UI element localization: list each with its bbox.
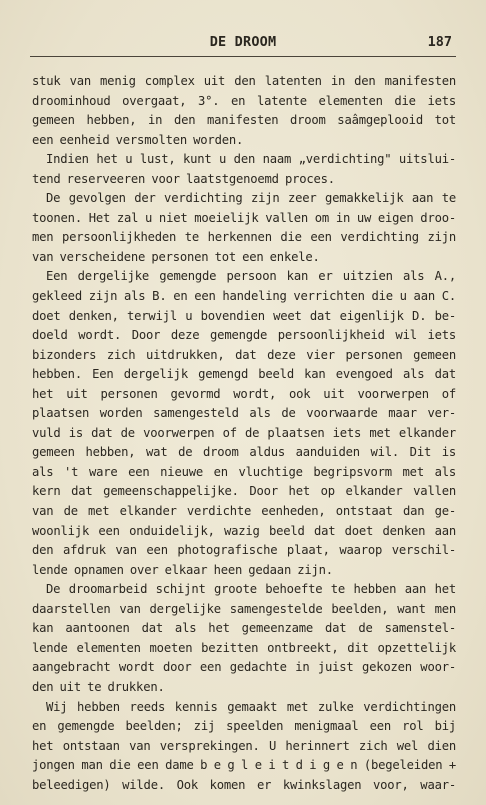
text-line: bizonders zich uitdrukken, dat deze vier personen gemeen: [32, 347, 456, 362]
text-line: tend reserveeren voor laatstgenoemd proces.: [32, 171, 335, 186]
text-line: Indien het u lust, kunt u den naam „verdichting" uitslui-: [46, 152, 456, 167]
text-line: daarstellen van dergelijke samengestelde beelden, want men: [32, 601, 456, 616]
text-line: gemeen hebben, wat de droom aldus aanduiden wil. Dit is: [32, 445, 456, 460]
text-line: den afdruk van een photografische plaat, waarop verschil-: [32, 543, 456, 558]
text-line: droominhoud overgaat, 3°. en latente elementen die iets: [32, 93, 456, 108]
text-line: den uit te drukken.: [32, 679, 165, 694]
text-line: gekleed zijn als B. en een handeling verrichten die u aan C.: [32, 289, 456, 304]
text-line: aangebracht wordt door een gedachte in juist gekozen woor-: [32, 660, 456, 675]
text-line: doet denken, terwijl u bovendien weet dat eigenlijk D. be-: [32, 308, 456, 323]
text-line: van verscheidene personen tot een enkele.: [32, 249, 320, 264]
page-number: 187: [427, 34, 452, 50]
text-line: woonlijk een onduidelijk, wazig beeld dat doet denken aan: [32, 523, 456, 538]
text-line: beleedigen) wilde. Ook komen er kwinkslagen voor, waar-: [32, 777, 456, 792]
text-line: van de met elkander verdichte eenheden, ontstaat dan ge-: [32, 504, 456, 519]
text-line: De droomarbeid schijnt groote behoefte te hebben aan het: [46, 582, 456, 597]
text-line: kan aantoonen dat als het gemeenzame dat de samenstel-: [32, 621, 456, 636]
text-line: het ontstaan van versprekingen. U herinnert zich wel dien: [32, 738, 456, 753]
text-line: een eenheid versmolten worden.: [32, 132, 244, 147]
text-line: als 't ware een nieuwe en vluchtige begripsvorm met als: [32, 464, 456, 479]
text-line: en gemengde beelden; zij speelden menigmaal een rol bij: [32, 719, 456, 734]
text-line: lende opnamen over elkaar heen gedaan zijn.: [32, 562, 333, 577]
text-line: stuk van menig complex uit den latenten in den manifesten: [32, 74, 456, 88]
text-line: Een dergelijke gemengde persoon kan er uitzien als A.,: [46, 269, 456, 284]
text-line: vuld is dat de voorwerpen of de plaatsen iets met elkander: [32, 425, 456, 440]
text-line: jongen man die een dame b e g l e i t d i g e n (begeleiden +: [32, 758, 456, 773]
text-line: gemeen hebben, in den manifesten droom saâmgeplooid tot: [32, 113, 456, 128]
text-line: kern dat gemeenschappelijke. Door het op elkander vallen: [32, 484, 456, 499]
text-line: toonen. Het zal u niet moeielijk vallen om in uw eigen droo-: [32, 210, 456, 225]
running-head: [30, 30, 456, 54]
text-line: doeld wordt. Door deze gemengde persoonlijkheid wil iets: [32, 328, 456, 343]
chapter-title: DE DROOM: [209, 34, 277, 50]
text-line: De gevolgen der verdichting zijn zeer gemakkelijk aan te: [46, 191, 456, 206]
text-line: men persoonlijkheden te herkennen die een verdichting zijn: [32, 230, 456, 245]
text-line: het uit personen gevormd wordt, ook uit voorwerpen of: [32, 386, 456, 401]
text-line: hebben. Een dergelijk gemengd beeld kan evengoed als dat: [32, 367, 456, 382]
header-rule: [30, 56, 456, 57]
text-line: Wij hebben reeds kennis gemaakt met zulke verdichtingen: [46, 699, 456, 714]
text-line: plaatsen worden samengesteld als de voorwaarde maar ver-: [32, 406, 456, 421]
body-text: [32, 72, 456, 795]
text-line: lende elementen moeten bezitten ontbreekt, dit opzettelijk: [32, 640, 456, 655]
